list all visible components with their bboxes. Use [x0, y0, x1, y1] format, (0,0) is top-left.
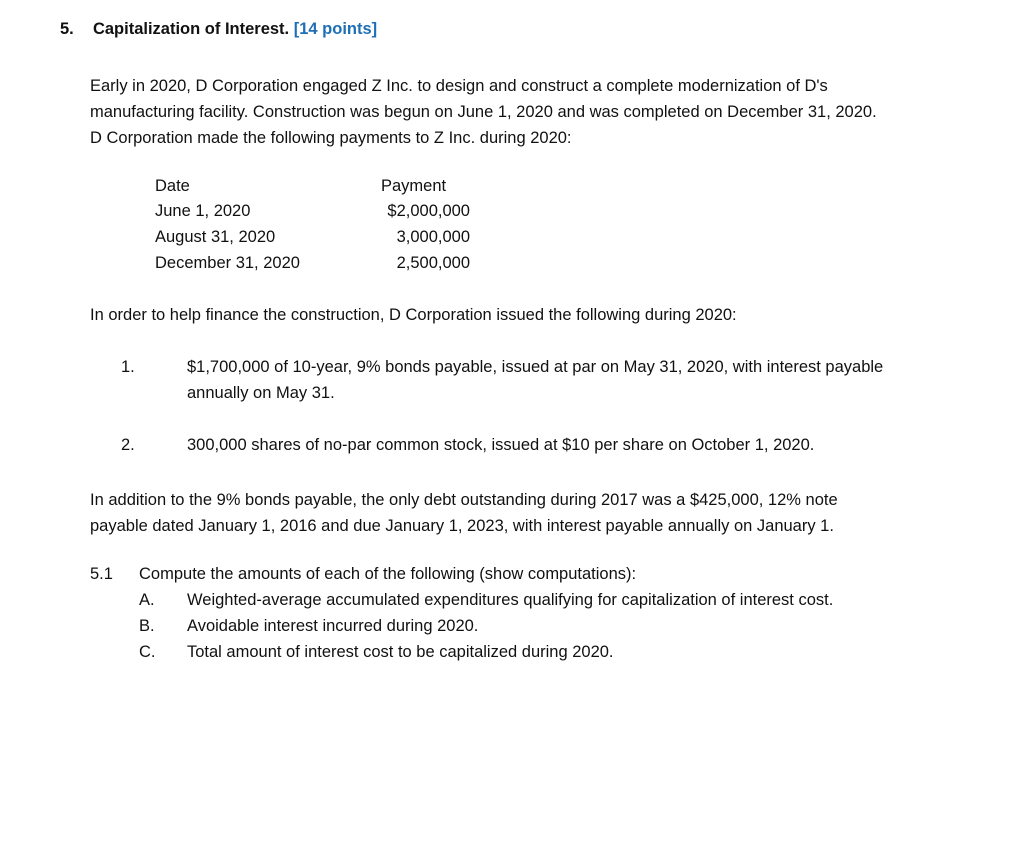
subquestion-item-letter: A.: [139, 591, 155, 609]
list-item-text: $1,700,000 of 10-year, 9% bonds payable, issued at par on May 31, 2020, with interest payable: [187, 358, 884, 376]
table-row-date: August 31, 2020: [155, 228, 276, 246]
additional-line-2: payable dated January 1, 2016 and due January 1, 2023, with interest payable annually on January 1.: [90, 517, 834, 535]
question-title: Capitalization of Interest.: [92, 20, 290, 38]
subquestion-item-text: Avoidable interest incurred during 2020.: [187, 617, 479, 635]
subquestion-number: 5.1: [90, 565, 113, 583]
payment-header: Payment: [381, 177, 447, 195]
subquestion-item-text: Weighted-average accumulated expenditures qualifying for capitalization of interest cost.: [187, 591, 834, 609]
question-heading: [60, 20, 377, 39]
subquestion-text: Compute the amounts of each of the following (show computations):: [139, 565, 637, 583]
intro-line-3: D Corporation made the following payments to Z Inc. during 2020:: [90, 129, 572, 147]
table-row-payment: $2,000,000: [387, 202, 470, 220]
financing-intro: In order to help finance the construction, D Corporation issued the following during 2020:: [90, 306, 737, 324]
subquestion-item-letter: C.: [139, 643, 156, 661]
question-number: 5.: [60, 20, 74, 38]
table-row-date: June 1, 2020: [155, 202, 251, 220]
list-item-text-continued: annually on May 31.: [187, 384, 335, 402]
intro-paragraph: [90, 73, 990, 151]
intro-line-1: Early in 2020, D Corporation engaged Z Inc. to design and construct a complete modernization of D's: [90, 77, 828, 95]
table-row-payment: 2,500,000: [396, 254, 470, 272]
list-item-number: 1.: [121, 358, 135, 376]
subquestion-item-text: Total amount of interest cost to be capitalized during 2020.: [187, 643, 614, 661]
subquestion-item-letter: B.: [139, 617, 155, 635]
additional-paragraph: [90, 487, 990, 539]
table-row-date: December 31, 2020: [155, 254, 300, 272]
table-row-payment: 3,000,000: [396, 228, 470, 246]
date-header: Date: [155, 177, 190, 195]
additional-line-1: In addition to the 9% bonds payable, the only debt outstanding during 2017 was a $425,000, 12% note: [90, 491, 838, 509]
list-item-number: 2.: [121, 436, 135, 454]
list-item-text: 300,000 shares of no-par common stock, issued at $10 per share on October 1, 2020.: [187, 436, 815, 454]
intro-line-2: manufacturing facility. Construction was begun on June 1, 2020 and was completed on December 31, 2020.: [90, 103, 877, 121]
points-label: [14 points]: [293, 20, 378, 38]
